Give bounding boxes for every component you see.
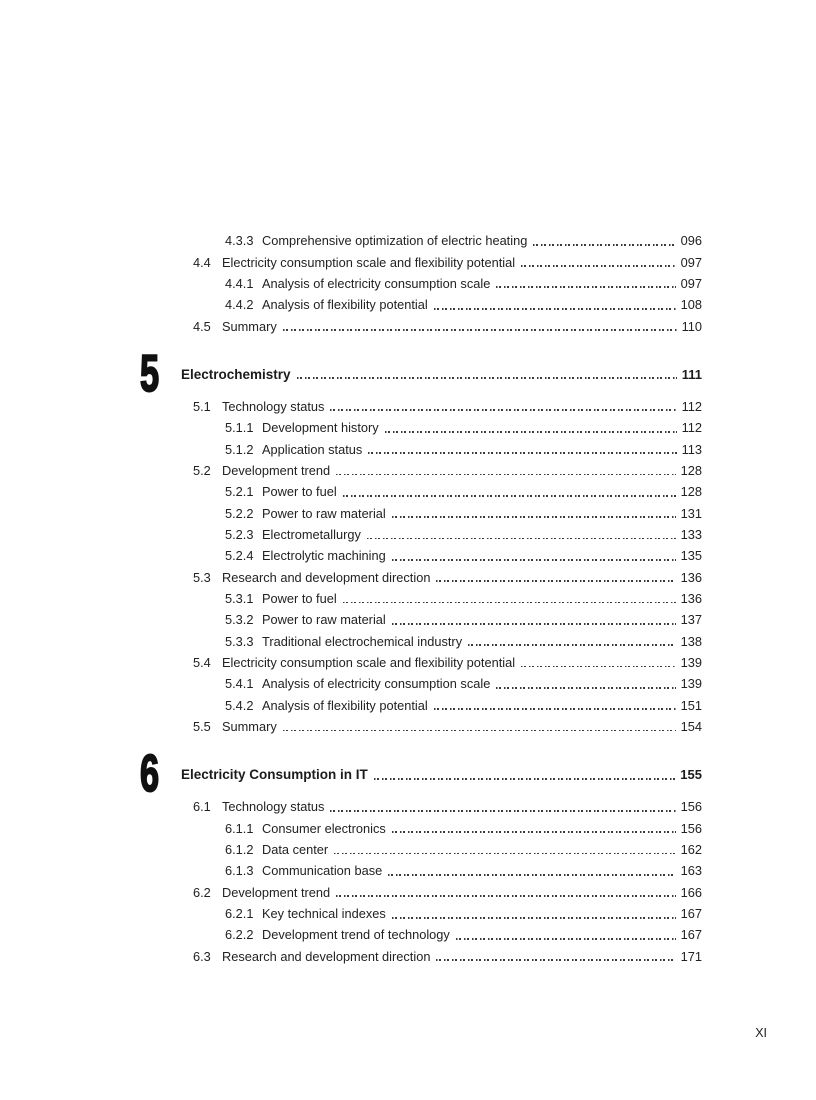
entry-number: 5.1 bbox=[193, 398, 211, 414]
toc-entry bbox=[140, 924, 702, 945]
entry-page-number: 135 bbox=[680, 548, 702, 564]
dot-leader bbox=[468, 644, 676, 646]
entry-title: Analysis of flexibility potential bbox=[262, 697, 428, 713]
toc-entry bbox=[140, 796, 702, 817]
toc-entry bbox=[140, 396, 702, 417]
dot-leader bbox=[374, 778, 676, 780]
toc-entry bbox=[140, 230, 702, 251]
toc-entry bbox=[140, 273, 702, 294]
entry-number: 5.3.3 bbox=[225, 633, 254, 649]
entry-page-number: 167 bbox=[680, 927, 702, 943]
toc-entry bbox=[140, 860, 702, 881]
entry-page-number: 136 bbox=[680, 590, 702, 606]
entry-number: 5.4 bbox=[193, 655, 211, 671]
chapter-page-number: 111 bbox=[681, 366, 702, 382]
dot-leader bbox=[283, 329, 677, 331]
dot-leader bbox=[297, 377, 677, 379]
entry-number: 6.3 bbox=[193, 948, 211, 964]
dot-leader bbox=[388, 874, 675, 876]
entry-page-number: 112 bbox=[681, 420, 702, 436]
dot-leader bbox=[283, 730, 676, 732]
entry-page-number: 128 bbox=[680, 462, 702, 478]
entry-title: Comprehensive optimization of electric heating bbox=[262, 233, 528, 249]
entry-title: Electrometallurgy bbox=[262, 526, 361, 542]
entry-number: 5.3.2 bbox=[225, 612, 254, 628]
entry-title: Traditional electrochemical industry bbox=[262, 633, 463, 649]
toc-section bbox=[140, 230, 702, 337]
entry-page-number: 131 bbox=[680, 505, 702, 521]
dot-leader bbox=[436, 959, 675, 961]
toc-entry bbox=[140, 502, 702, 523]
entry-number: 5.3 bbox=[193, 569, 211, 585]
toc-entry bbox=[140, 695, 702, 716]
entry-number: 6.2.2 bbox=[225, 927, 254, 943]
entry-page-number: 156 bbox=[680, 799, 702, 815]
dot-leader bbox=[392, 831, 676, 833]
dot-leader bbox=[521, 666, 676, 668]
entry-number: 6.1.1 bbox=[225, 820, 254, 836]
dot-leader bbox=[334, 853, 675, 855]
entry-title: Summary bbox=[222, 318, 277, 334]
dot-leader bbox=[343, 495, 676, 497]
toc-entry bbox=[140, 818, 702, 839]
chapter-heading-row bbox=[140, 344, 702, 403]
entry-page-number: 139 bbox=[680, 655, 702, 671]
dot-leader bbox=[496, 687, 675, 689]
toc-entry bbox=[140, 524, 702, 545]
dot-leader bbox=[336, 895, 676, 897]
entry-title: Power to fuel bbox=[262, 590, 337, 606]
entry-title: Development trend bbox=[222, 462, 331, 478]
entry-title: Power to fuel bbox=[262, 484, 337, 500]
entry-page-number: 163 bbox=[680, 863, 702, 879]
dot-leader bbox=[456, 938, 676, 940]
entry-title: Key technical indexes bbox=[262, 906, 386, 922]
entry-title: Electricity consumption scale and flexibility potential bbox=[222, 254, 516, 270]
toc-entry bbox=[140, 251, 702, 272]
dot-leader bbox=[330, 409, 676, 411]
entry-page-number: 154 bbox=[680, 719, 702, 735]
entry-title: Analysis of flexibility potential bbox=[262, 297, 428, 313]
toc-entry bbox=[140, 652, 702, 673]
chapter-heading-row bbox=[140, 745, 702, 804]
entry-number: 4.4 bbox=[193, 254, 211, 270]
toc-entry bbox=[140, 882, 702, 903]
page-footer bbox=[755, 1026, 767, 1040]
toc-entry bbox=[140, 294, 702, 315]
dot-leader bbox=[392, 559, 676, 561]
toc-entry bbox=[140, 566, 702, 587]
dot-leader bbox=[392, 917, 676, 919]
dot-leader bbox=[367, 538, 676, 540]
entry-title: Application status bbox=[262, 441, 363, 457]
entry-page-number: 136 bbox=[680, 569, 702, 585]
dot-leader bbox=[496, 286, 675, 288]
entry-number: 5.4.1 bbox=[225, 676, 254, 692]
chapter-number-figure: 5 bbox=[140, 344, 160, 403]
entry-page-number: 096 bbox=[680, 233, 702, 249]
entry-title: Development trend of technology bbox=[262, 927, 450, 943]
toc-entry bbox=[140, 609, 702, 630]
entry-number: 5.4.2 bbox=[225, 697, 254, 713]
toc-entry bbox=[140, 631, 702, 652]
toc-entry bbox=[140, 839, 702, 860]
entry-number: 6.1.3 bbox=[225, 863, 254, 879]
entry-number: 5.2 bbox=[193, 462, 211, 478]
entry-page-number: 097 bbox=[680, 275, 702, 291]
dot-leader bbox=[385, 431, 677, 433]
entry-page-number: 097 bbox=[680, 254, 702, 270]
entry-page-number: 128 bbox=[680, 484, 702, 500]
toc-entry bbox=[140, 438, 702, 459]
entry-number: 6.2 bbox=[193, 884, 211, 900]
entry-title: Research and development direction bbox=[222, 569, 431, 585]
entry-number: 5.3.1 bbox=[225, 590, 254, 606]
entry-title: Research and development direction bbox=[222, 948, 431, 964]
entry-title: Data center bbox=[262, 842, 329, 858]
toc-section bbox=[140, 745, 702, 967]
entry-number: 4.4.1 bbox=[225, 275, 254, 291]
entry-page-number: 162 bbox=[680, 842, 702, 858]
table-of-contents bbox=[140, 230, 702, 967]
toc-entry bbox=[140, 588, 702, 609]
dot-leader bbox=[521, 265, 676, 267]
page-number: XI bbox=[755, 1026, 767, 1040]
chapter-title: Electricity Consumption in IT bbox=[181, 767, 368, 783]
dot-leader bbox=[434, 308, 676, 310]
chapter-number-figure: 6 bbox=[140, 745, 160, 804]
entry-title: Power to raw material bbox=[262, 612, 386, 628]
toc-entry bbox=[140, 903, 702, 924]
dot-leader bbox=[436, 580, 675, 582]
entry-number: 5.1.2 bbox=[225, 441, 254, 457]
chapter-page-number: 155 bbox=[680, 767, 702, 783]
toc-section bbox=[140, 344, 702, 738]
toc-entry bbox=[140, 315, 702, 336]
entry-page-number: 108 bbox=[680, 297, 702, 313]
dot-leader bbox=[343, 602, 676, 604]
entry-page-number: 113 bbox=[681, 441, 702, 457]
entry-number: 5.2.3 bbox=[225, 526, 254, 542]
dot-leader bbox=[392, 516, 676, 518]
entry-number: 4.3.3 bbox=[225, 233, 254, 249]
entry-page-number: 156 bbox=[680, 820, 702, 836]
entry-page-number: 112 bbox=[681, 398, 702, 414]
entry-page-number: 166 bbox=[680, 884, 702, 900]
entry-title: Analysis of electricity consumption scale bbox=[262, 676, 491, 692]
entry-number: 6.2.1 bbox=[225, 906, 254, 922]
entry-number: 4.4.2 bbox=[225, 297, 254, 313]
entry-title: Technology status bbox=[222, 398, 325, 414]
dot-leader bbox=[434, 708, 676, 710]
entry-number: 5.2.4 bbox=[225, 548, 254, 564]
entry-title: Power to raw material bbox=[262, 505, 386, 521]
toc-entry bbox=[140, 460, 702, 481]
toc-entry bbox=[140, 673, 702, 694]
entry-title: Technology status bbox=[222, 799, 325, 815]
toc-entry bbox=[140, 481, 702, 502]
toc-entry bbox=[140, 716, 702, 737]
toc-entry bbox=[140, 946, 702, 967]
entry-number: 5.2.2 bbox=[225, 505, 254, 521]
dot-leader bbox=[368, 452, 676, 454]
entry-title: Analysis of electricity consumption scale bbox=[262, 275, 491, 291]
entry-title: Consumer electronics bbox=[262, 820, 386, 836]
entry-number: 5.2.1 bbox=[225, 484, 254, 500]
entry-page-number: 171 bbox=[680, 948, 702, 964]
entry-page-number: 133 bbox=[680, 526, 702, 542]
entry-title: Development history bbox=[262, 420, 379, 436]
entry-title: Communication base bbox=[262, 863, 383, 879]
chapter-title: Electrochemistry bbox=[181, 366, 291, 382]
entry-page-number: 139 bbox=[680, 676, 702, 692]
toc-entry bbox=[140, 545, 702, 566]
entry-number: 5.5 bbox=[193, 719, 211, 735]
entry-number: 6.1 bbox=[193, 799, 211, 815]
dot-leader bbox=[533, 244, 675, 246]
dot-leader bbox=[336, 474, 676, 476]
entry-page-number: 151 bbox=[680, 697, 702, 713]
entry-number: 6.1.2 bbox=[225, 842, 254, 858]
entry-number: 4.5 bbox=[193, 318, 211, 334]
entry-title: Electricity consumption scale and flexibility potential bbox=[222, 655, 516, 671]
dot-leader bbox=[330, 810, 675, 812]
entry-number: 5.1.1 bbox=[225, 420, 254, 436]
entry-title: Development trend bbox=[222, 884, 331, 900]
toc-entry bbox=[140, 417, 702, 438]
entry-page-number: 138 bbox=[680, 633, 702, 649]
entry-title: Summary bbox=[222, 719, 277, 735]
dot-leader bbox=[392, 623, 676, 625]
entry-page-number: 110 bbox=[681, 318, 702, 334]
entry-title: Electrolytic machining bbox=[262, 548, 386, 564]
entry-page-number: 137 bbox=[680, 612, 702, 628]
entry-page-number: 167 bbox=[680, 906, 702, 922]
